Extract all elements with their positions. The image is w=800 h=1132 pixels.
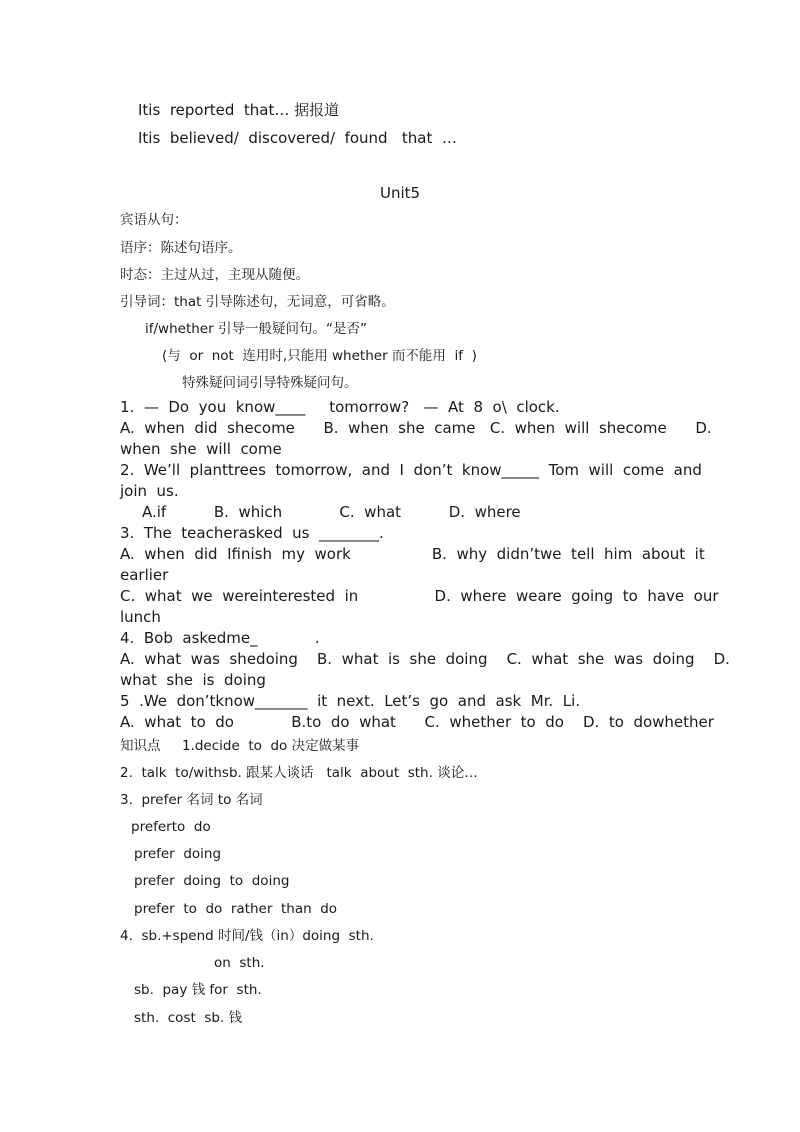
question-4: 4. Bob askedme_ .: [120, 629, 320, 647]
cost-sb: sth. cost sb. 钱: [134, 1010, 243, 1026]
reported-phrase: Itis reported that… 据报道: [138, 101, 340, 119]
wh-word-note: 特殊疑问词引导特殊疑问句。: [182, 375, 358, 391]
believed-phrase: Itis believed/ discovered/ found that …: [138, 129, 457, 147]
question-1-options: A. when did shecome B. when she came C. when will shecome D.: [120, 419, 712, 437]
connector-note: 引导词：that 引导陈述句，无词意，可省略。: [120, 294, 395, 310]
knowledge-point-2: 2. talk to/withsb. 跟某人谈话 talk about sth. 谈论…: [120, 765, 478, 781]
question-5: 5 .We don’tknow_______ it next. Let’s go and ask Mr. Li.: [120, 692, 581, 710]
question-3-options-ab-cont: earlier: [120, 566, 169, 584]
knowledge-point-1: 知识点 1.decide to do 决定做某事: [120, 738, 360, 754]
word-order-note: 语序：陈述句语序。: [120, 240, 242, 256]
or-not-note: (与 or not 连用时,只能用 whether 而不能用 if ): [162, 348, 477, 364]
question-4-options: A. what was shedoing B. what is she doing C. what she was doing D.: [120, 650, 730, 668]
knowledge-point-3: 3. prefer 名词 to 名词: [120, 792, 263, 808]
question-4-options-cont: what she is doing: [120, 671, 266, 689]
question-2-cont: join us.: [120, 482, 179, 500]
question-5-options: A. what to do B.to do what C. whether to do D. to dowhether: [120, 713, 714, 731]
pay-for-sth: sb. pay 钱 for sth.: [134, 982, 262, 998]
spend-on-sth: on sth.: [214, 955, 265, 971]
question-3-options-cd-cont: lunch: [120, 608, 161, 626]
question-1-options-cont: when she will come: [120, 440, 282, 458]
question-3-options-cd: C. what we wereinterested in D. where weare going to have our: [120, 587, 719, 605]
tense-note: 时态：主过从过，主现从随便。: [120, 267, 309, 283]
if-whether-note: if/whether 引导一般疑问句。“是否”: [145, 321, 367, 337]
unit-title: Unit5: [380, 184, 421, 202]
question-3: 3. The teacherasked us ________.: [120, 524, 384, 542]
question-2-options: A.if B. which C. what D. where: [142, 503, 521, 521]
prefer-rather-than: prefer to do rather than do: [134, 901, 338, 917]
prefer-doing: prefer doing: [134, 846, 222, 862]
object-clause-heading: 宾语从句：: [120, 212, 188, 228]
prefer-doing-to-doing: prefer doing to doing: [134, 873, 290, 889]
prefer-to-do: preferto do: [131, 819, 211, 835]
question-2: 2. We’ll planttrees tomorrow, and I don’t know_____ Tom will come and: [120, 461, 702, 479]
knowledge-point-4: 4. sb.+spend 时间/钱（in）doing sth.: [120, 928, 374, 944]
question-1: 1. — Do you know____ tomorrow? — At 8 o\ clock.: [120, 398, 560, 416]
question-3-options-ab: A. when did Ifinish my work B. why didn’twe tell him about it: [120, 545, 705, 563]
